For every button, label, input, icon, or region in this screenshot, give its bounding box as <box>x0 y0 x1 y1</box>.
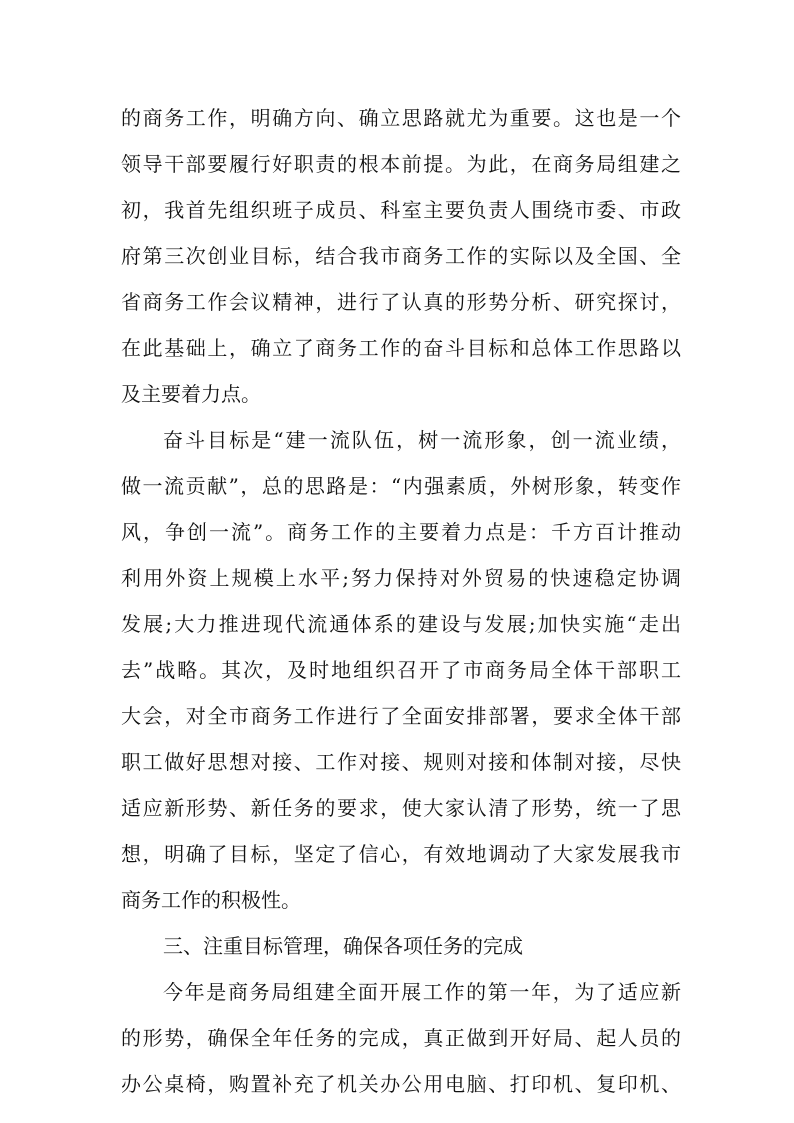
paragraph-line: 省商务工作会议精神，进行了认真的形势分析、研究探讨， <box>121 290 681 314</box>
paragraph-line: 办公桌椅，购置补充了机关办公用电脑、打印机、复印机、 <box>121 1072 681 1096</box>
paragraph-line: 风，争创一流”。商务工作的主要着力点是：千方百计推动 <box>121 520 681 544</box>
paragraph-line: 的商务工作，明确方向、确立思路就尤为重要。这也是一个 <box>121 106 681 130</box>
paragraph-line: 适应新形势、新任务的要求，使大家认清了形势，统一了思 <box>121 796 681 820</box>
paragraph-line: 初，我首先组织班子成员、科室主要负责人围绕市委、市政 <box>121 198 681 222</box>
paragraph-line: 利用外资上规模上水平;努力保持对外贸易的快速稳定协调 <box>121 566 681 590</box>
paragraph-line: 想，明确了目标，坚定了信心，有效地调动了大家发展我市 <box>121 842 681 866</box>
paragraph-line: 职工做好思想对接、工作对接、规则对接和体制对接，尽快 <box>121 750 681 774</box>
paragraph-line: 府第三次创业目标，结合我市商务工作的实际以及全国、全 <box>121 244 681 268</box>
paragraph-line: 的形势，确保全年任务的完成，真正做到开好局、起人员的 <box>121 1026 681 1050</box>
paragraph-line: 今年是商务局组建全面开展工作的第一年，为了适应新 <box>163 980 681 1004</box>
paragraph-line: 领导干部要履行好职责的根本前提。为此，在商务局组建之 <box>121 152 681 176</box>
paragraph-line: 商务工作的积极性。 <box>121 888 301 912</box>
paragraph-line: 及主要着力点。 <box>121 382 261 406</box>
paragraph-line: 发展;大力推进现代流通体系的建设与发展;加快实施“走出 <box>121 612 681 636</box>
section-heading: 三、注重目标管理，确保各项任务的完成 <box>163 934 523 958</box>
paragraph-line: 去”战略。其次，及时地组织召开了市商务局全体干部职工 <box>121 658 681 682</box>
paragraph-line: 大会，对全市商务工作进行了全面安排部署，要求全体干部 <box>121 704 681 728</box>
paragraph-line: 做一流贡献”，总的思路是：“内强素质，外树形象，转变作 <box>121 474 681 498</box>
paragraph-line: 在此基础上，确立了商务工作的奋斗目标和总体工作思路以 <box>121 336 681 360</box>
paragraph-line: 奋斗目标是“建一流队伍，树一流形象，创一流业绩， <box>163 428 681 452</box>
